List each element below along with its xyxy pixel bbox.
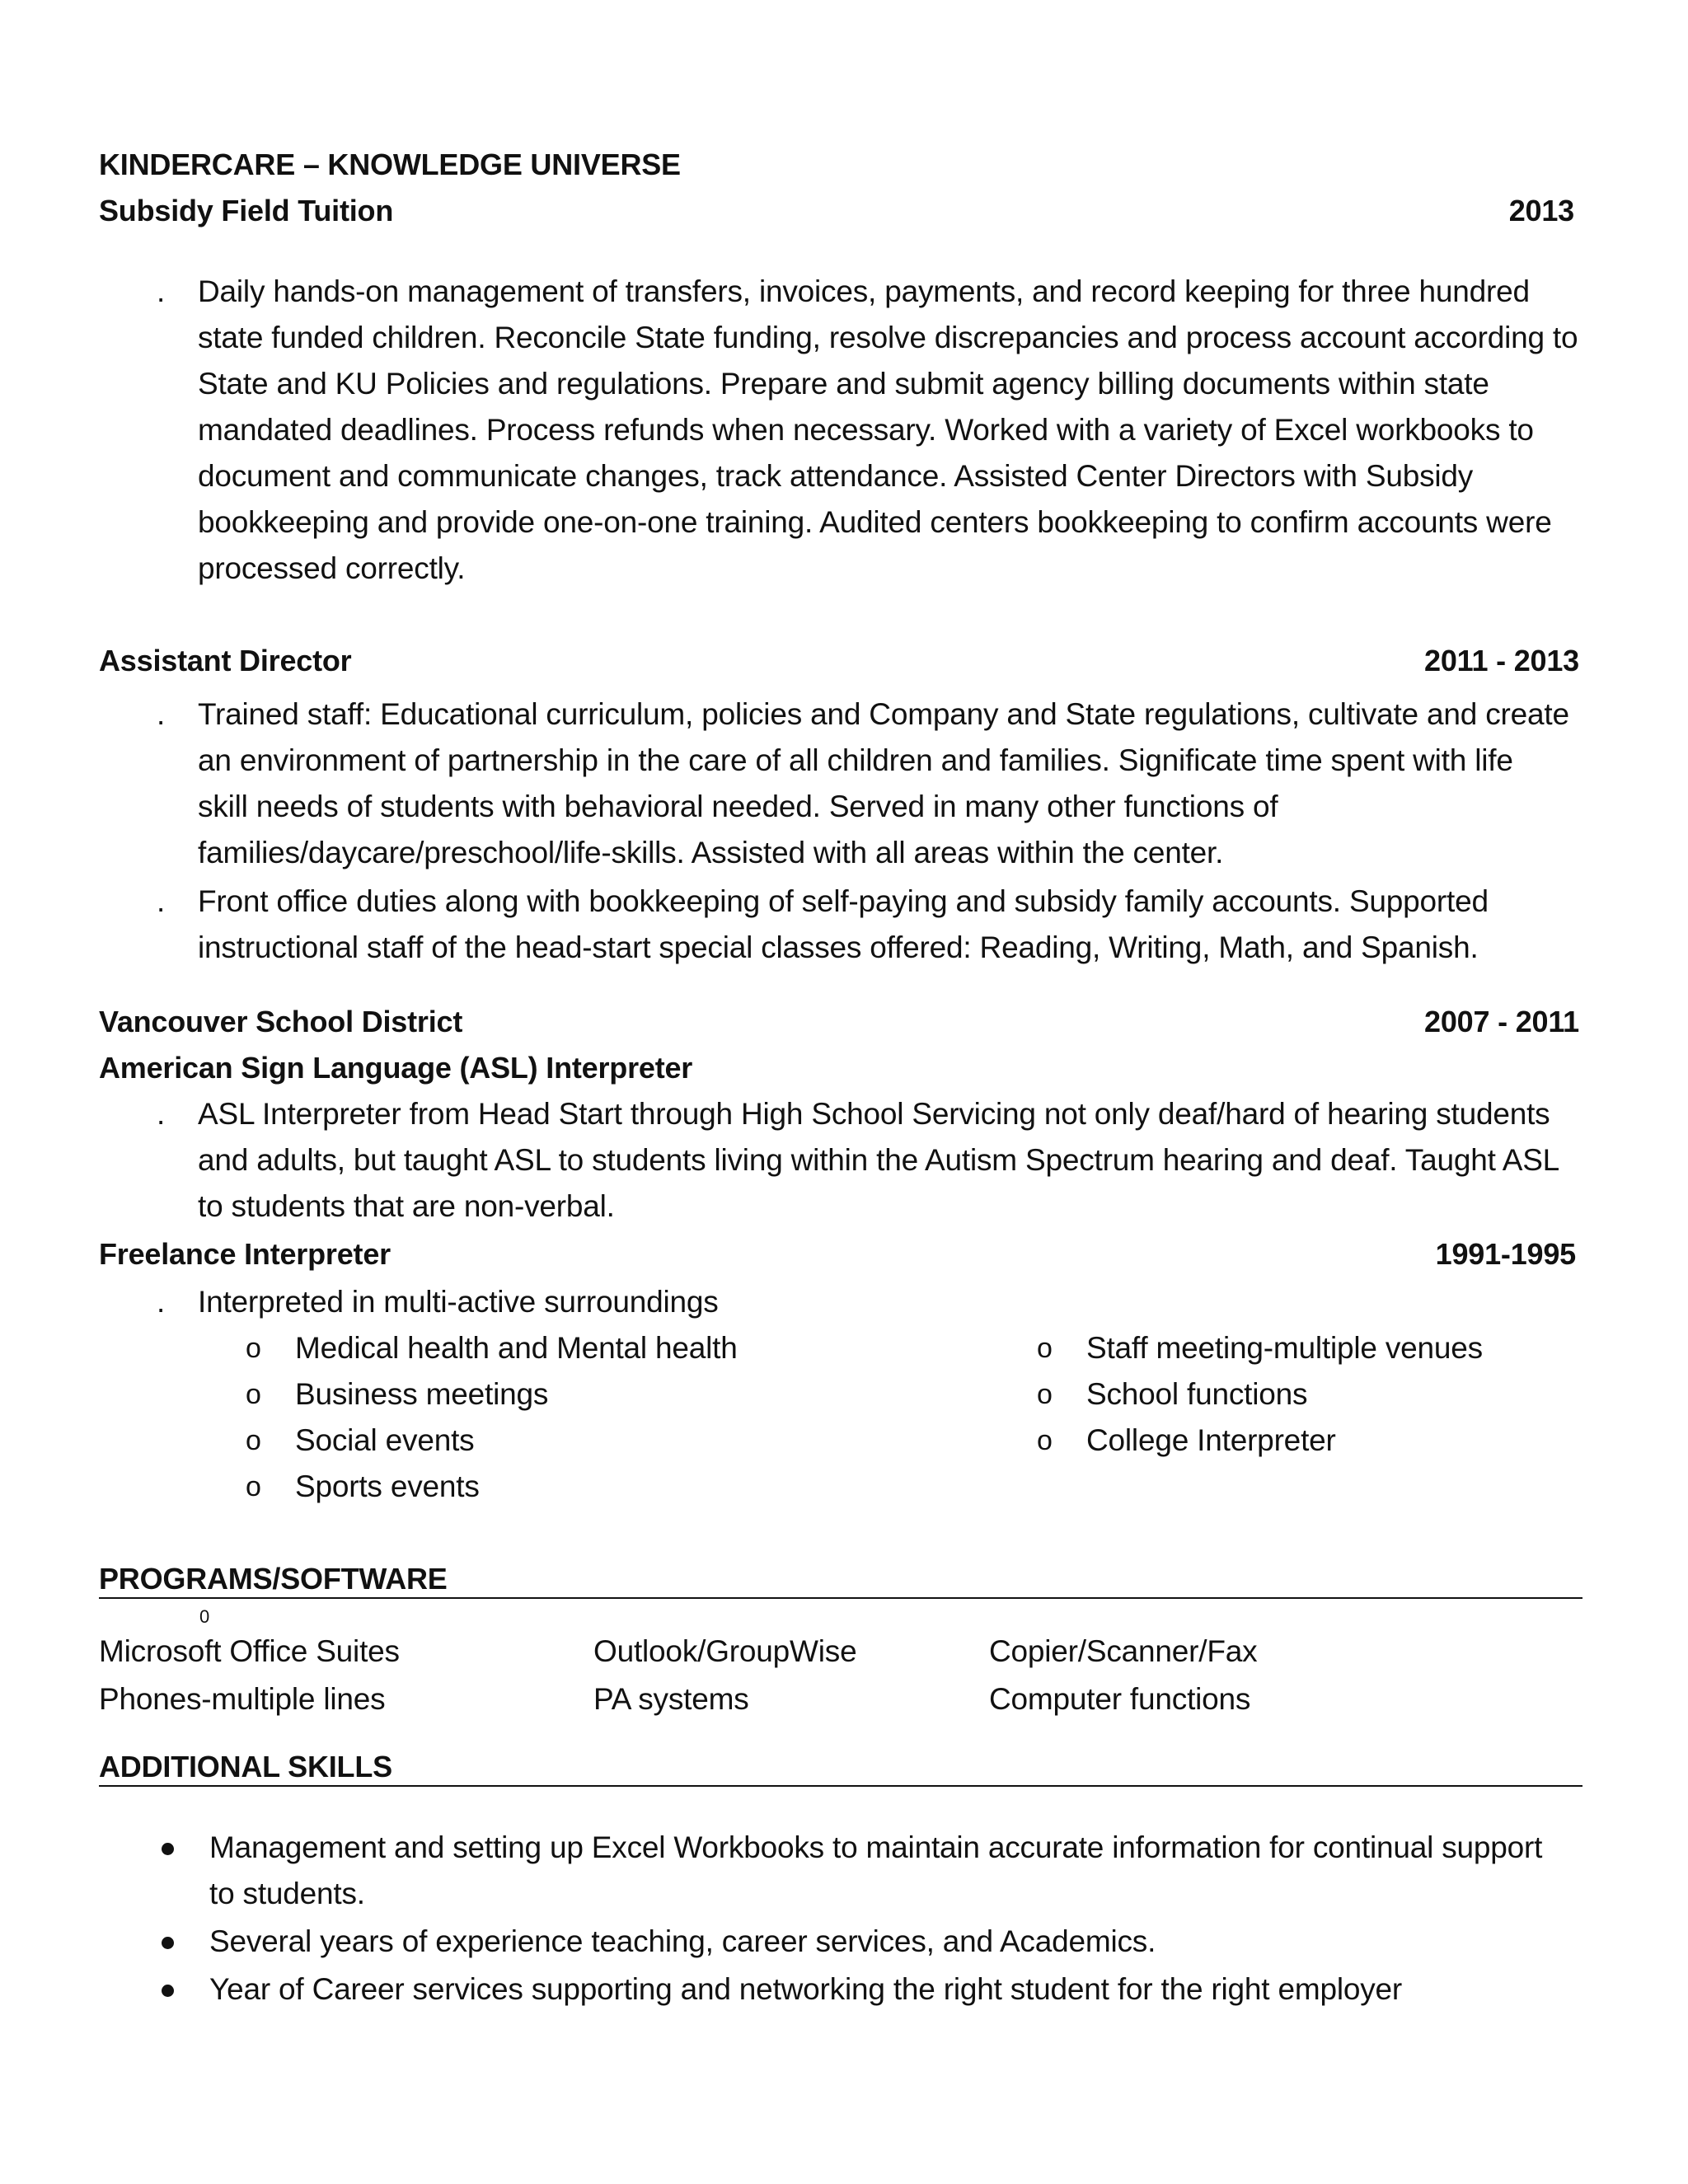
circle-bullet-icon: o: [1037, 1333, 1053, 1364]
paragraph-line: Trained staff: Educational curriculum, policies and Company and State regulations, cultivate and create: [198, 697, 1569, 731]
list-item: to students.: [209, 1877, 365, 1910]
list-item: School functions: [1086, 1377, 1308, 1411]
list-item: Year of Career services supporting and networking the right student for the right employer: [209, 1972, 1403, 2006]
section-heading: PROGRAMS/SOFTWARE: [99, 1562, 448, 1596]
paragraph-line: bookkeeping and provide one-on-one training. Audited centers bookkeeping to confirm accounts were: [198, 505, 1552, 539]
circle-bullet-icon: o: [246, 1425, 261, 1456]
list-item: Staff meeting-multiple venues: [1086, 1331, 1483, 1365]
section-heading: ADDITIONAL SKILLS: [99, 1750, 392, 1783]
job-title: American Sign Language (ASL) Interpreter: [99, 1051, 693, 1085]
paragraph-line: mandated deadlines. Process refunds when necessary. Worked with a variety of Excel workbooks to: [198, 413, 1534, 447]
job-dates: 2007 - 2011: [1424, 1005, 1579, 1038]
skill-cell: Microsoft Office Suites: [99, 1634, 400, 1668]
bullet-marker: .: [157, 274, 166, 308]
skill-cell: Copier/Scanner/Fax: [989, 1634, 1258, 1668]
job-title: Freelance Interpreter: [99, 1237, 391, 1271]
company-name: KINDERCARE – KNOWLEDGE UNIVERSE: [99, 148, 681, 181]
list-item: Business meetings: [295, 1377, 549, 1411]
job-dates: 1991-1995: [1435, 1237, 1576, 1271]
list-item: Several years of experience teaching, career services, and Academics.: [209, 1924, 1156, 1958]
circle-bullet-icon: o: [246, 1333, 261, 1364]
paragraph-line: document and communicate changes, track attendance. Assisted Center Directors with Subsidy: [198, 459, 1474, 493]
circle-bullet-icon: o: [246, 1471, 261, 1502]
bullet-marker: .: [157, 884, 166, 918]
list-item: College Interpreter: [1086, 1423, 1336, 1457]
bullet-dot-icon: [162, 1937, 174, 1949]
circle-bullet-icon: o: [246, 1379, 261, 1410]
skill-cell: Computer functions: [989, 1682, 1251, 1716]
paragraph-line: an environment of partnership in the care of all children and families. Significate time spent with life: [198, 743, 1513, 777]
circle-bullet-icon: o: [1037, 1379, 1053, 1410]
paragraph-line: families/daycare/preschool/life-skills. Assisted with all areas within the center.: [198, 836, 1224, 869]
list-item: Medical health and Mental health: [295, 1331, 738, 1365]
stray-mark: 0: [199, 1606, 210, 1627]
job-title: Subsidy Field Tuition: [99, 194, 394, 227]
bullet-dot-icon: [162, 1985, 174, 1997]
paragraph-line: and adults, but taught ASL to students living within the Autism Spectrum hearing and deaf. Taught ASL: [198, 1143, 1560, 1177]
job-dates: 2013: [1508, 194, 1574, 227]
paragraph-line: instructional staff of the head-start special classes offered: Reading, Writing, Math, and Spanish.: [198, 930, 1479, 964]
paragraph-line: State and KU Policies and regulations. Prepare and submit agency billing documents within state: [198, 367, 1489, 401]
bullet-marker: .: [157, 1097, 166, 1131]
paragraph-line: processed correctly.: [198, 551, 466, 585]
list-item: Sports events: [295, 1469, 480, 1503]
skill-cell: Phones-multiple lines: [99, 1682, 386, 1716]
paragraph-line: Front office duties along with bookkeeping of self-paying and subsidy family accounts. Supported: [198, 884, 1489, 918]
list-item: Social events: [295, 1423, 475, 1457]
bullet-marker: .: [157, 697, 166, 731]
paragraph-line: ASL Interpreter from Head Start through High School Servicing not only deaf/hard of hearing students: [198, 1097, 1550, 1131]
paragraph-line: Daily hands-on management of transfers, invoices, payments, and record keeping for three hundred: [198, 274, 1530, 308]
section-divider: [99, 1785, 1582, 1787]
list-item: Management and setting up Excel Workbooks to maintain accurate information for continual support: [209, 1830, 1543, 1864]
paragraph-line: state funded children. Reconcile State funding, resolve discrepancies and process account according to: [198, 321, 1578, 354]
paragraph-line: to students that are non-verbal.: [198, 1189, 615, 1223]
circle-bullet-icon: o: [1037, 1425, 1053, 1456]
job-title: Assistant Director: [99, 644, 352, 677]
skill-cell: PA systems: [593, 1682, 749, 1716]
job-dates: 2011 - 2013: [1424, 644, 1579, 677]
bullet-marker: .: [157, 1285, 166, 1319]
company-name: Vancouver School District: [99, 1005, 463, 1038]
skill-cell: Outlook/GroupWise: [593, 1634, 857, 1668]
section-divider: [99, 1597, 1582, 1599]
paragraph-line: skill needs of students with behavioral needed. Served in many other functions of: [198, 790, 1278, 823]
paragraph-line: Interpreted in multi-active surroundings: [198, 1285, 719, 1319]
bullet-dot-icon: [162, 1843, 174, 1855]
